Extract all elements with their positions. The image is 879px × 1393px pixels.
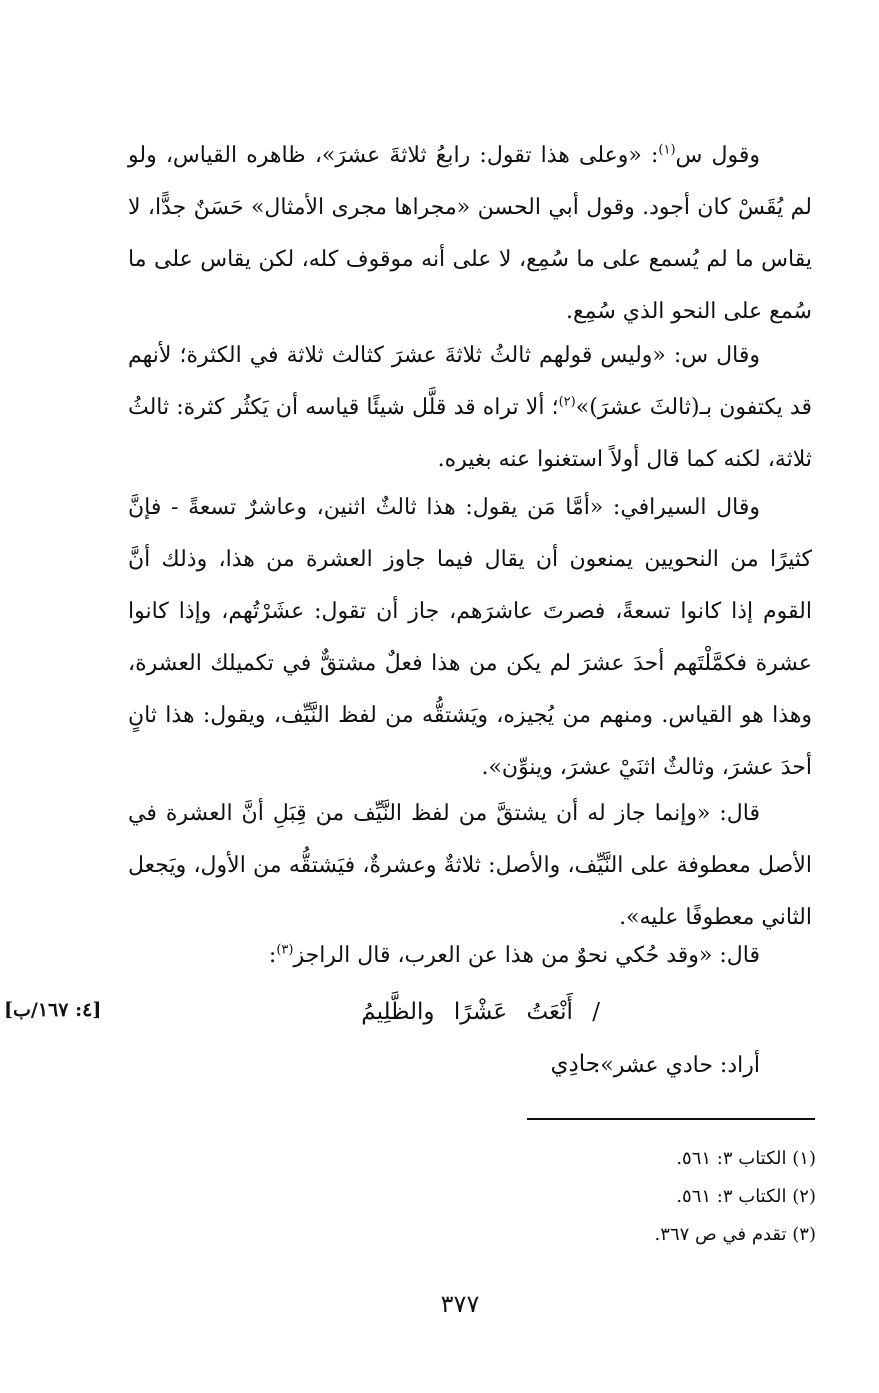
- footnote-separator: [527, 1118, 815, 1120]
- poetry-intro-text-a: قال: «وقد حُكي نحوٌ من هذا عن العرب، قال الراجز: [293, 943, 760, 968]
- footnote-3: (٣) تقدم في ص ٣٦٧.: [654, 1224, 816, 1245]
- paragraph-2: [128, 330, 812, 486]
- footnote-ref-1: (١): [658, 142, 676, 158]
- footnote-ref-3: (٣): [276, 942, 294, 958]
- footnote-ref-2: (٢): [558, 394, 576, 410]
- footnote-2: (٢) الكتاب ٣: ٥٦١.: [676, 1186, 816, 1207]
- poetry-intro-text-b: :: [268, 943, 277, 968]
- after-verse-text: أراد: حادي عشر».: [593, 1053, 760, 1078]
- paragraph-3-text: وقال السيرافي: «أمَّا مَن يقول: هذا ثالثٌ اثنين، وعاشرٌ تسعةً - فإنَّ كثيرًا من النحويين يمنعون أن يقال فيما جاوز العشرة من هذا، وذلك أنَّ القوم إذا كانوا تسعةً، فصرتَ عاشرَهم، جاز أن تقول: عشَرْتُهم، وإذا كانوا عشرة فكمَّلْتَهم أحدَ عشرَ لم يكن من هذا فعلٌ مشتقٌّ في تكميلك العشرة، وهذا هو القياس. ومنهم من يُجيزه، ويَشتقُّه من لفظ النَّيِّف، ويقول: هذا ثانٍ أحدَ عشرَ، وثالثٌ اثنَيْ عشرَ، وينوِّن».: [128, 495, 812, 780]
- paragraph-2-text-b: ؛ ألا تراه قد قلَّل شيئًا قياسه أن يَكثُر كثرة: ثالثُ ثلاثة، لكنه كما قال أولاً استغنوا عنه بغيره.: [128, 395, 812, 472]
- page-number: ٣٧٧: [440, 1290, 480, 1318]
- poetry-intro: [128, 930, 760, 982]
- paragraph-3: [128, 482, 812, 794]
- manuscript-folio-reference: [٤: ١٦٧/ب]: [4, 999, 102, 1021]
- paragraph-2-text-a: وقال س: «وليس قولهم ثالثُ ثلاثةَ عشرَ كثالث ثلاثة في الكثرة؛ لأنهم قد يكتفون بـ(ثالثَ عشرَ)»: [128, 343, 812, 420]
- paragraph-1-text-a: وقول س: [675, 143, 760, 168]
- paragraph-1-text-b: : «وعلى هذا تقول: رابعُ ثلاثةَ عشرَ»، ظاهره القياس، ولو لم يُقَسْ كان أجود. وقول أبي الحسن «مجراها مجرى الأمثال» حَسَنٌ جدًّا، لا يقاس ما لم يُسمع على ما سُمِع، لا على أنه موقوف كله، لكن يقاس على ما سُمع على النحو الذي سُمِع.: [128, 143, 812, 324]
- paragraph-1: [128, 130, 812, 338]
- footnote-1: (١) الكتاب ٣: ٥٦١.: [676, 1148, 816, 1169]
- paragraph-4: [128, 788, 812, 944]
- footnotes: [500, 1140, 816, 1254]
- verse-line: / أَنْعَتُ عَشْرًا والظَّلِيمُ حادِي: [361, 999, 600, 1077]
- paragraph-4-text: قال: «وإنما جاز له أن يشتقَّ من لفظ النَّيِّف من قِبَلِ أنَّ العشرة في الأصل معطوفة على النَّيِّف، والأصل: ثلاثةٌ وعشرةٌ، فيَشتقُّه من الأول، ويَجعل الثاني معطوفًا عليه».: [128, 801, 812, 930]
